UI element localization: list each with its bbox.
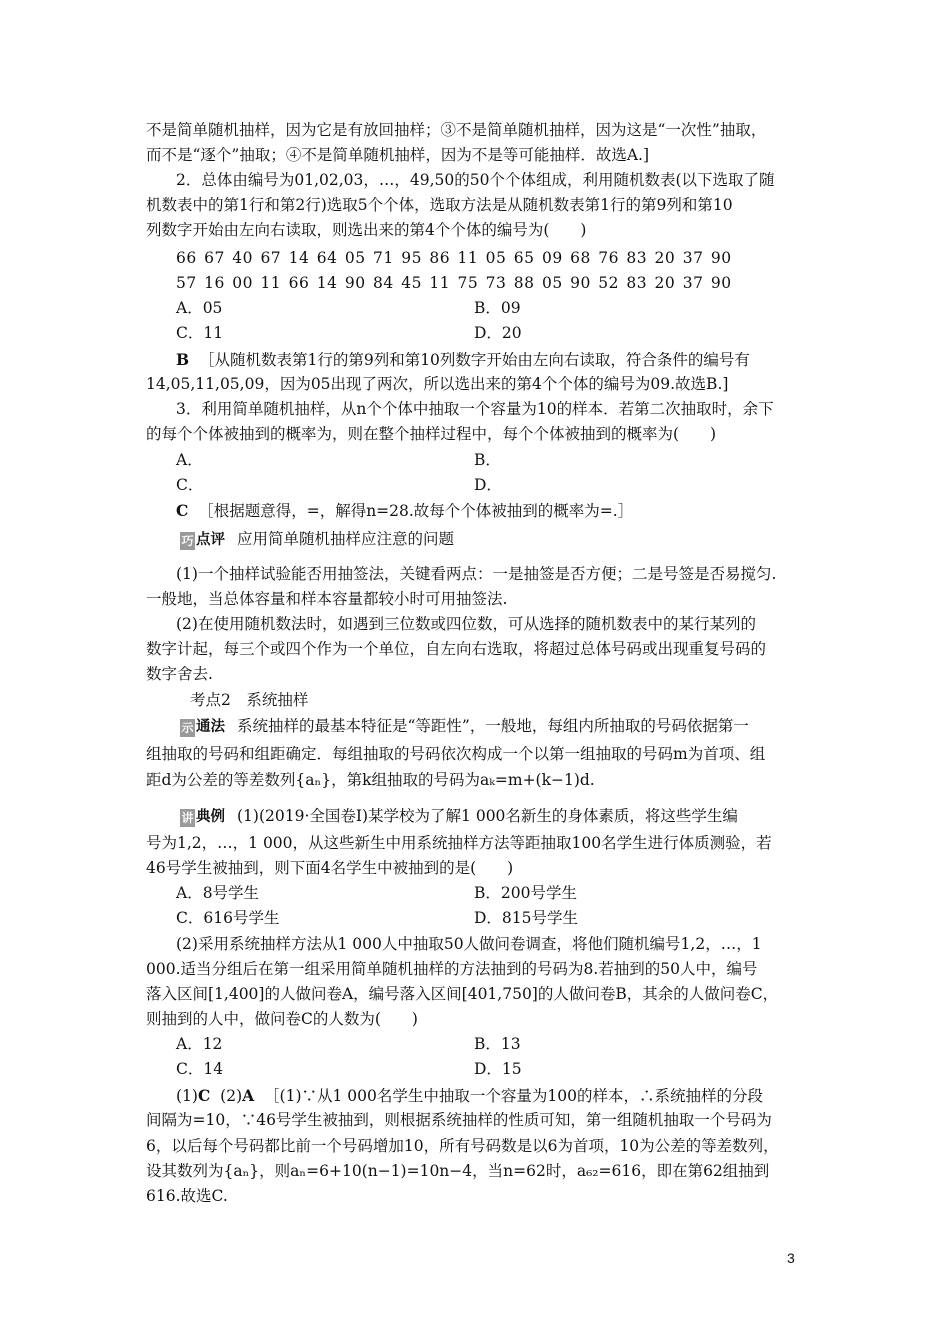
tip-text: 一般地，当总体容量和样本容量都较小时可用抽签法. bbox=[146, 590, 508, 608]
question-3-line: 3．利用简单随机抽样，从n个个体中抽取一个容量为10的样本．若第二次抽取时，余下 bbox=[176, 400, 774, 418]
option-b: B．13 bbox=[474, 1035, 521, 1053]
question-2-line: 机数表中的第1行和第2行)选取5个个体，选取方法是从随机数表第1行的第9列和第10 bbox=[146, 196, 733, 214]
tip-text: (1)一个抽样试验能否用抽签法，关键看两点：一是抽签是否方便；二是号签是否易搅匀. bbox=[176, 565, 777, 583]
tag-label: 点评 bbox=[196, 531, 225, 548]
answer-letter: C bbox=[197, 1086, 211, 1105]
answer-letter: C bbox=[176, 501, 189, 520]
tag-block: 讲 bbox=[181, 811, 194, 825]
tip-text: (2)在使用随机数法时，如遇到三位数或四位数，可从选择的随机数表中的某行某列的 bbox=[176, 615, 756, 633]
answer-2-line: 14,05,11,05,09，因为05出现了两次，所以选出来的第4个个体的编号为09.故选B.] bbox=[146, 375, 729, 393]
option-d: D． bbox=[474, 476, 502, 494]
example-2-text: 落入区间[1,400]的人做问卷A，编号落入区间[401,750]的人做问卷B，其余的人做问卷C， bbox=[146, 985, 779, 1003]
text-line: 不是简单随机抽样，因为它是有放回抽样；③不是简单随机抽样，因为这是“一次性”抽取， bbox=[146, 121, 767, 139]
tag-block: 巧 bbox=[181, 534, 194, 548]
example-text: 46号学生被抽到，则下面4名学生中被抽到的是( ) bbox=[146, 859, 514, 877]
random-table-row-2: 57 16 00 11 66 14 90 84 45 11 75 73 88 05 90 52 83 20 37 90 bbox=[176, 274, 732, 292]
tip-text: 数字计起，每三个或四个作为一个单位，自左向右选取，将超过总体号码或出现重复号码的 bbox=[146, 640, 767, 658]
tip-title: 应用简单随机抽样应注意的问题 bbox=[237, 530, 455, 548]
solution-part-label: (1) bbox=[176, 1087, 198, 1105]
example-2-text: 000.适当分组后在第一组采用简单随机抽样的方法抽到的号码为8.若抽到的50人中，编号 bbox=[146, 960, 758, 978]
method-text: 系统抽样的最基本特征是“等距性”，一般地，每组内所抽取的号码依据第一 bbox=[237, 717, 749, 735]
solution-text: ［(1)∵从1 000名学生中抽取一个容量为100的样本，∴系统抽样的分段 bbox=[264, 1087, 763, 1105]
tip-heading bbox=[180, 527, 454, 552]
example-tag bbox=[180, 807, 225, 827]
option-d: D．20 bbox=[474, 324, 522, 342]
solution-text: 6，以后每个号码都比前一个号码增加10，所有号码数是以6为首项，10为公差的等差数列， bbox=[146, 1137, 779, 1155]
solution-text: 间隔为=10，∵46号学生被抽到，则根据系统抽样的性质可知，第一组随机抽取一个号码为 bbox=[146, 1111, 772, 1129]
question-2-line: 列数字开始由左向右读取，则选出来的第4个个体的编号为( ) bbox=[146, 221, 587, 239]
solution-text: 616.故选C. bbox=[146, 1187, 228, 1205]
method-line bbox=[180, 714, 749, 739]
solution-part-label: (2) bbox=[220, 1087, 243, 1105]
example-line bbox=[180, 804, 738, 829]
example-2-text: (2)采用系统抽样方法从1 000人中抽取50人做问卷调查，将他们随机编号1,2，…，1 bbox=[176, 935, 762, 953]
answer-2-line bbox=[176, 347, 750, 373]
option-c: C．11 bbox=[176, 324, 224, 342]
option-c: C． bbox=[176, 476, 204, 494]
tag-label: 通法 bbox=[196, 718, 225, 735]
answer-text: ［从随机数表第1行的第9列和第10列数字开始由左向右读取，符合条件的编号有 bbox=[198, 351, 750, 369]
option-a: A． bbox=[176, 451, 203, 469]
option-b: B．200号学生 bbox=[474, 884, 577, 902]
answer-letter: B bbox=[176, 350, 190, 369]
example-text: 号为1,2，…，1 000，从这些新生中用系统抽样方法等距抽取100名学生进行体质测验，若 bbox=[146, 834, 772, 852]
solution-text: 设其数列为{aₙ}，则aₙ=6+10(n−1)=10n−4，当n=62时，a₆₂=616，即在第62组抽到 bbox=[146, 1162, 770, 1180]
page-number: 3 bbox=[787, 1250, 795, 1266]
answer-text: ［根据题意得，=，解得n=28.故每个个体被抽到的概率为=.］ bbox=[198, 502, 634, 520]
tip-tag bbox=[180, 530, 225, 550]
question-3-line: 的每个个体被抽到的概率为，则在整个抽样过程中，每个个体被抽到的概率为( ) bbox=[146, 425, 717, 443]
question-2-line: 2．总体由编号为01,02,03，…，49,50的50个个体组成，利用随机数表(以下选取了随 bbox=[176, 171, 775, 189]
option-a: A．12 bbox=[176, 1035, 223, 1053]
tag-block: 示 bbox=[181, 721, 194, 735]
tip-text: 数字舍去. bbox=[146, 665, 213, 683]
option-c: C．14 bbox=[176, 1060, 224, 1078]
example-text: (1)(2019·全国卷Ⅰ)某学校为了解1 000名新生的身体素质，将这些学生编 bbox=[237, 807, 738, 825]
section-heading: 考点2 系统抽样 bbox=[190, 691, 309, 709]
option-b: B． bbox=[474, 451, 501, 469]
method-text: 距d为公差的等差数列{aₙ}，第k组抽取的号码为aₖ=m+(k−1)d. bbox=[146, 771, 595, 789]
option-a: A．8号学生 bbox=[176, 884, 260, 902]
option-a: A．05 bbox=[176, 299, 223, 317]
option-d: D．15 bbox=[474, 1060, 522, 1078]
random-table-row-1: 66 67 40 67 14 64 05 71 95 86 11 05 65 09 68 76 83 20 37 90 bbox=[176, 249, 732, 267]
tag-label: 典例 bbox=[196, 808, 225, 825]
answer-3-line bbox=[176, 498, 633, 524]
method-text: 组抽取的号码和组距确定．每组抽取的号码依次构成一个以第一组抽取的号码m为首项、组 bbox=[146, 745, 766, 763]
option-d: D．815号学生 bbox=[474, 909, 579, 927]
answer-letter: A bbox=[242, 1086, 255, 1105]
text-line: 而不是“逐个”抽取；④不是简单随机抽样，因为不是等可能抽样．故选A.] bbox=[146, 146, 650, 164]
option-c: C．616号学生 bbox=[176, 909, 280, 927]
option-b: B．09 bbox=[474, 299, 521, 317]
solution-line bbox=[176, 1083, 763, 1109]
method-tag bbox=[180, 717, 225, 737]
example-2-text: 则抽到的人中，做问卷C的人数为( ) bbox=[146, 1010, 418, 1028]
